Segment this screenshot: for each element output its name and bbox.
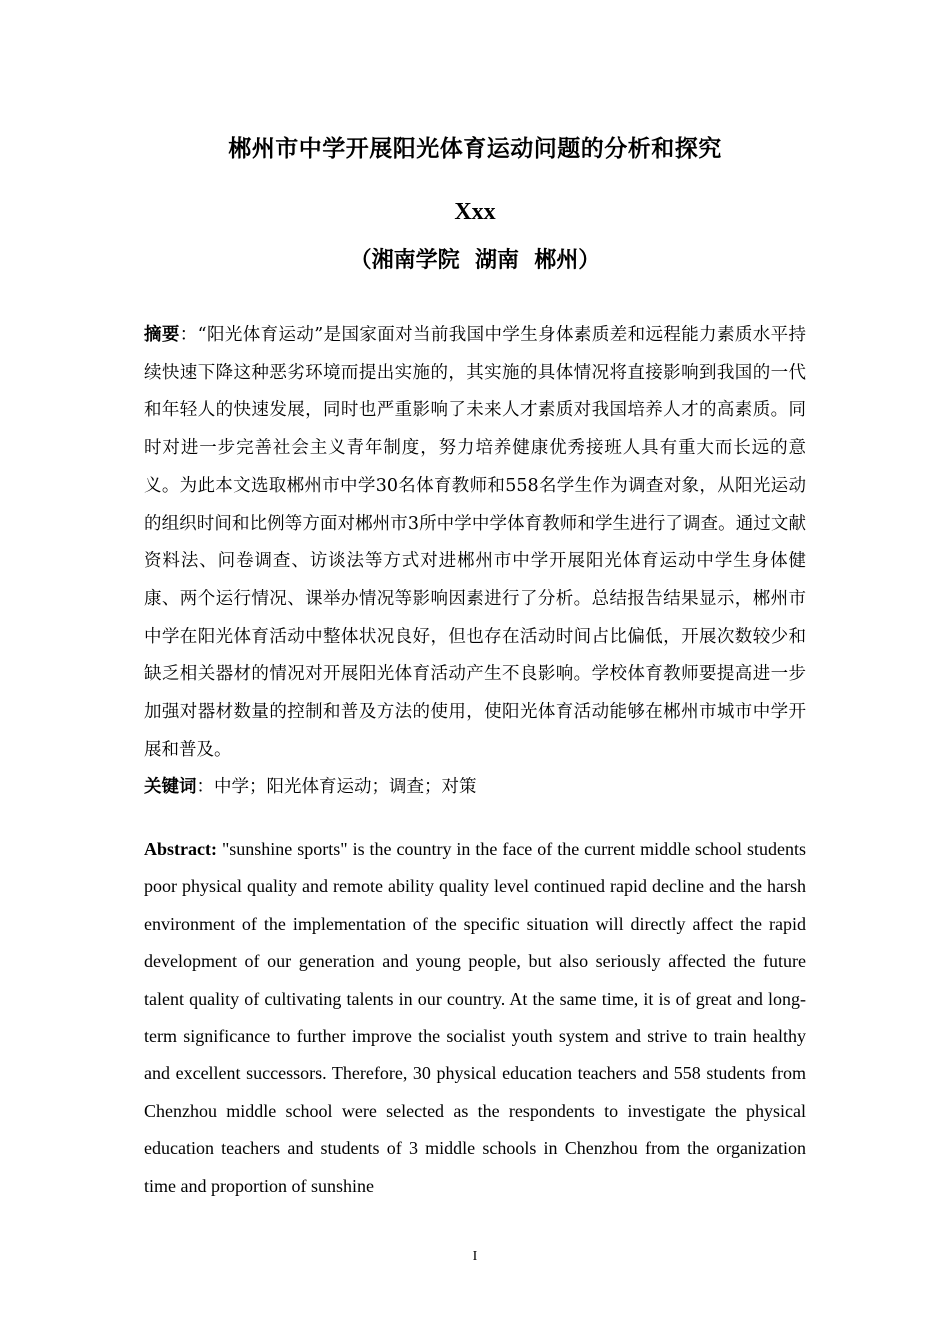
chinese-keywords xyxy=(144,769,806,807)
english-abstract xyxy=(144,831,806,1205)
chinese-keywords-text: 中学；阳光体育运动；调查；对策 xyxy=(214,777,477,798)
english-abstract-section xyxy=(144,831,806,1205)
page-number: I xyxy=(472,1249,478,1264)
author-name: Xxx xyxy=(454,199,496,225)
english-abstract-text: "sunshine sports" is the country in the face of the current middle school students poor physical quality and remote ability quality level continued rapid decline and the harsh environment of the implementation of the specific situation will directly affect the rapid development of our generation and young people, but also seriously affected the future talent quality of cultivating talents in our country. At the same time, it is of great and long-term significance to further improve the socialist youth system and strive to train healthy and excellent successors. Therefore, 30 physical education teachers and 558 students from Chenzhou middle school were selected as the respondents to investigate the physical education teachers and students of 3 middle schools in Chenzhou from the organization time and proportion of sunshine xyxy=(144,839,806,1196)
chinese-abstract-label: 摘要 xyxy=(144,325,180,345)
chinese-keywords-separator: ： xyxy=(196,777,214,798)
chinese-keywords-label: 关键词 xyxy=(144,777,197,798)
paper-title: 郴州市中学开展阳光体育运动问题的分析和探究 xyxy=(228,136,722,162)
english-abstract-label: Abstract: xyxy=(144,839,217,859)
chinese-abstract-section xyxy=(144,317,806,807)
author-affiliation: （湘南学院 湖南 郴州） xyxy=(349,248,601,273)
chinese-abstract-separator: ： xyxy=(179,325,198,345)
chinese-abstract xyxy=(144,317,806,769)
chinese-abstract-text: “阳光体育运动”是国家面对当前我国中学生身体素质差和远程能力素质水平持续快速下降这种恶劣环境而提出实施的，其实施的具体情况将直接影响到我国的一代和年轻人的快速发展，同时也严重影响了未来人才素质对我国培养人才的高素质。同时对进一步完善社会主义青年制度，努力培养健康优秀接班人具有重大而长远的意义。为此本文选取郴州市中学30名体育教师和558名学生作为调查对象，从阳光运动的组织时间和比例等方面对郴州市3所中学中学体育教师和学生进行了调查。通过文献资料法、问卷调查、访谈法等方式对进郴州市中学开展阳光体育运动中学生身体健康、两个运行情况、课举办情况等影响因素进行了分析。总结报告结果显示，郴州市中学在阳光体育活动中整体状况良好，但也存在活动时间占比偏低，开展次数较少和缺乏相关器材的情况对开展阳光体育活动产生不良影响。学校体育教师要提高进一步加强对器材数量的控制和普及方法的使用，使阳光体育活动能够在郴州市城市中学开展和普及。 xyxy=(144,325,807,760)
